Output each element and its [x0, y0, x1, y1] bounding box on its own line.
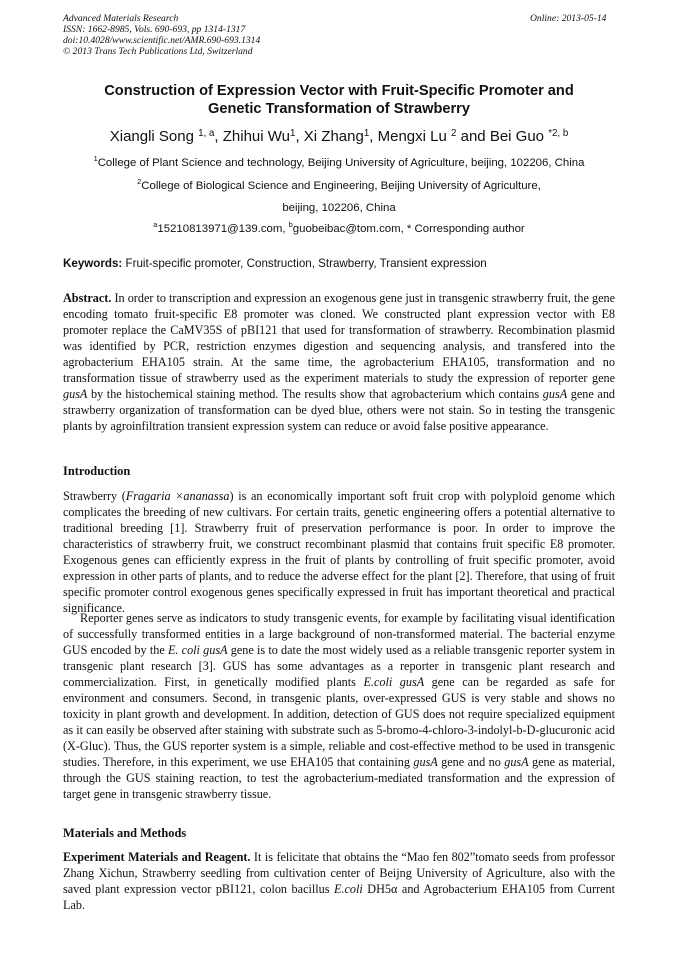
author-name: Zhihui Wu [222, 128, 291, 145]
online-date: Online: 2013-05-14 [530, 13, 607, 24]
gene-name: E. coli gusA [167, 643, 228, 657]
affiliation-2-cont: beijing, 102206, China [282, 202, 396, 214]
affiliation-text: College of Biological Science and Engineering, Beijing University of Agriculture, [141, 180, 541, 192]
title-line-1: Construction of Expression Vector with Fruit-Specific Promoter and [104, 83, 574, 99]
author-sup: 2 [451, 128, 457, 139]
email-line [56, 222, 622, 236]
email-sup: a [153, 220, 158, 229]
intro-paragraph-2 [63, 610, 615, 802]
affiliation-sup: 1 [93, 154, 98, 163]
author-name: Xi Zhang [303, 128, 364, 145]
email-a[interactable]: 15210813971@139.com, [157, 223, 289, 235]
section-heading-introduction: Introduction [63, 464, 131, 478]
affiliation-text: College of Plant Science and technology, Beijing University of Agriculture, beijing, 102206, China [97, 157, 585, 169]
email-sup: b [288, 220, 293, 229]
journal-name: Advanced Materials Research [63, 13, 179, 24]
keywords-label: Keywords: [63, 257, 123, 270]
journal-doi[interactable]: doi:10.4028/www.scientific.net/AMR.690-693.1314 [63, 35, 261, 46]
keywords-text: Fruit-specific promoter, Construction, Strawberry, Transient expression [122, 257, 487, 270]
abstract-label: Abstract. [63, 291, 112, 305]
paper-title [63, 82, 615, 118]
author-and: and [456, 128, 490, 145]
title-line-2: Genetic Transformation of Strawberry [208, 101, 470, 117]
keywords [63, 257, 487, 270]
abstract-text: In order to transcription and expression an exogenous gene just in transgenic strawberry fruit, the gene encoding tomato fruit-specific E8 promoter was cloned. We constructed plant expression vector with E8 promoter replace the CaMV35S of pBI121 that used for transformation of strawberry. Recombination plasmid was identified by PCR, restriction enzymes digestion and sequencing analysis, and transfered into the agrobacterium EHA105 strain. At the same time, the agrobacterium EHA105, transformation and no transformation tissue of strawberry used as the experiment materials to study the expression of reporter gene [63, 291, 615, 385]
subsection-label: Experiment Materials and Reagent. [63, 850, 251, 864]
abstract-text: by the histochemical staining method. The results show that agrobacterium which contains [87, 387, 543, 401]
author-sup: *2, b [548, 128, 569, 139]
species-name: E.coli [334, 882, 363, 896]
intro-text: gene can be regarded as safe for environment and consumers. Second, in transgenic plants, over-expressed GUS is very stable and shows no toxicity in plant growth and development. In addition, detection of GUS does not require specialized equipment as it can easily be observed after staining with substrate such as 5-bromo-4-chloro-3-indolyl-b-D-glucuronic acid (X-Gluc). Thus, the GUS reporter system is a simple, reliable and cost-effective method to be used in transgenic studies. Therefore, in this experiment, we use EHA105 that containing [63, 675, 615, 769]
intro-text: gene as material, through the GUS staining reaction, to test the agrobacterium-mediated transformation and the expression of target gene in transgenic strawberry tissue. [63, 755, 615, 801]
author-name: Xiangli Song [109, 128, 194, 145]
author-sup: 1 [290, 128, 296, 139]
author-separator: , [369, 128, 378, 145]
author-name: Mengxi Lu [377, 128, 447, 145]
affiliation-sup: 2 [137, 177, 142, 186]
gene-name: gusA [542, 387, 568, 401]
abstract [63, 290, 615, 434]
methods-text: It is felicitate that obtains the “Mao fen 802”tomato seeds from professor Zhang Xichun, Strawberry seedling from cultivation center of Beijng University of Agriculture, also with the saved plant expression vector pBI121, colon bacillus [63, 850, 615, 896]
author-sup: 1, a [198, 128, 215, 139]
methods-paragraph-1 [63, 849, 615, 913]
intro-paragraph-1 [63, 488, 615, 616]
email-b[interactable]: guobeibac@tom.com, * Corresponding author [292, 223, 525, 235]
gene-name: gusA [504, 755, 529, 769]
journal-issn: ISSN: 1662-8985, Vols. 690-693, pp 1314-1317 [63, 24, 246, 35]
author-separator: , [214, 128, 223, 145]
gene-name: gusA [413, 755, 438, 769]
intro-text: Strawberry ( [63, 489, 126, 503]
intro-text: gene is to date the most widely used as a reliable transgenic reporter system in transgenic plant research [3]. GUS has some advantages as a reporter in transgenic plant research and commercialization. First, in genetically modified plants [63, 643, 615, 689]
species-name: Fragaria ×ananassa [125, 489, 230, 503]
author-separator: , [295, 128, 304, 145]
gene-name: gusA [63, 387, 88, 401]
author-name: Bei Guo [489, 128, 545, 145]
affiliation-2 [56, 179, 622, 193]
abstract-text: gene and strawberry organization of transformation can be dyed blue, others were not stain. So in testing the transgenic plants by agroinfiltration transient expression system can reduce or avoid false positive appearance. [63, 387, 616, 433]
journal-copyright: © 2013 Trans Tech Publications Ltd, Switzerland [63, 46, 253, 57]
intro-text: Reporter genes serve as indicators to study transgenic events, for example by facilitating visual identification of successfully transformed entities in a large background of non-transformed material. The bacterial enzyme GUS encoded by the [63, 611, 615, 657]
author-sup: 1 [363, 128, 370, 139]
affiliation-1 [56, 156, 622, 170]
gene-name: E.coli gusA [363, 675, 425, 689]
journal-header [63, 13, 260, 57]
intro-text: gene and no [437, 755, 505, 769]
intro-text: ) is an economically important soft fruit crop with polyploid genome which complicates the breeding of new cultivars. For certain traits, genetic engineering offers a potential alternative to traditional breeding [1]. Strawberry fruit of preservation performance is poor. In order to improve the characteristics of strawberry fruit, we construct recombinant plasmid that contains fruit specific E8 promoter. Exogenous genes can efficiently express in the fruit of plants by controlling of fruit specific promoter, avoid expression in other parts of plants, and to reduce the adverse effect for the plant [2]. Therefore, that using of fruit specific promoter control exogenous genes specifically expressed in fruit has important theoretical and practical significance. [63, 489, 615, 615]
author-list [63, 128, 615, 146]
methods-text: DH5α and Agrobacterium EHA105 from Current Lab. [63, 882, 615, 912]
section-heading-methods: Materials and Methods [63, 826, 187, 840]
